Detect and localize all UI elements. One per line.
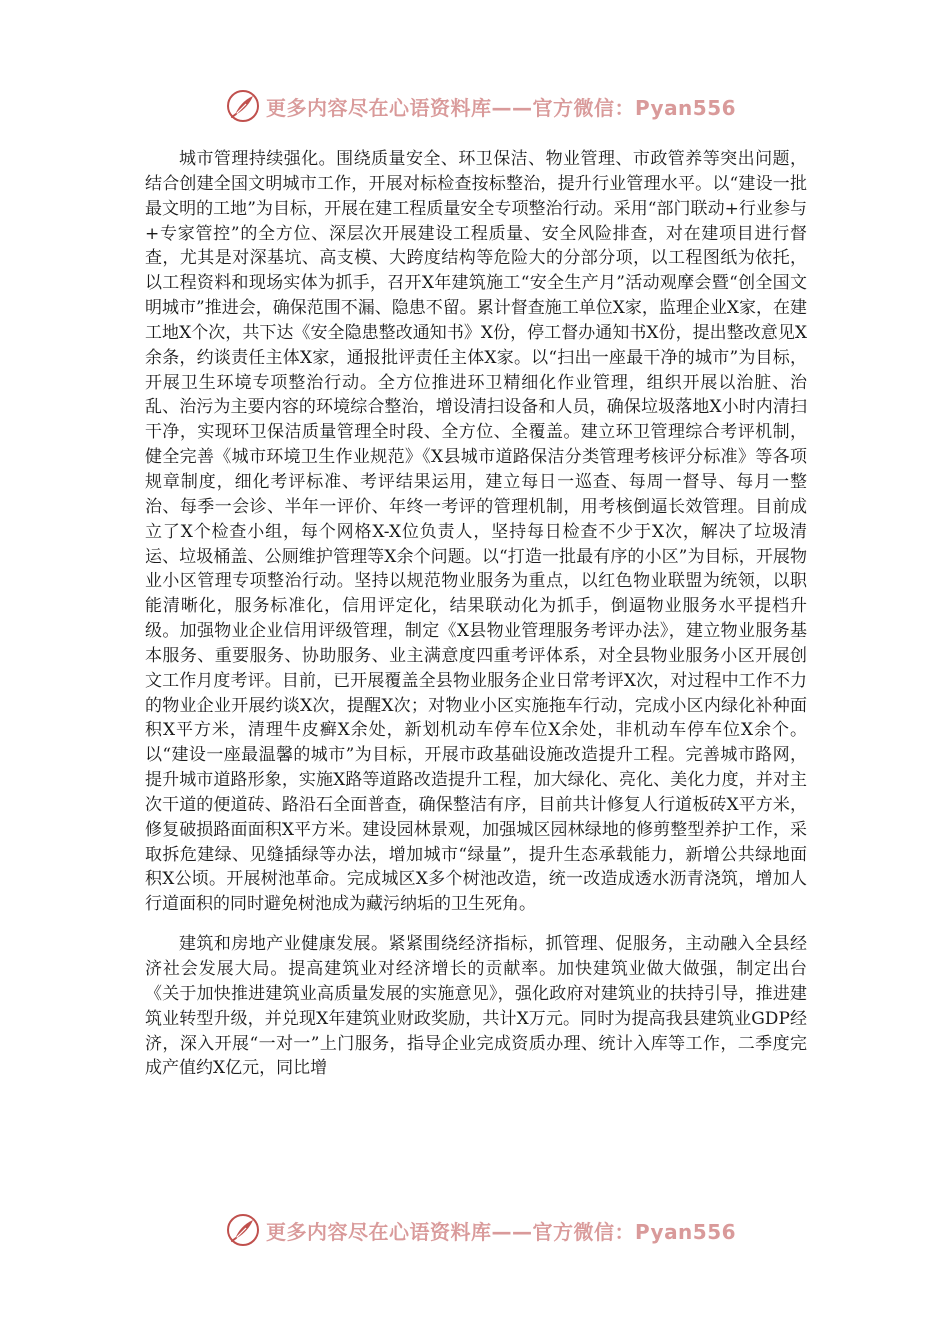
feather-pen-icon [226,1213,260,1247]
watermark-text: 更多内容尽在心语资料库——官方微信：Pyan556 [266,95,737,120]
footer-watermark [226,1213,746,1247]
header-watermark [226,89,746,123]
watermark-text: 更多内容尽在心语资料库——官方微信：Pyan556 [266,1219,737,1244]
feather-pen-icon [226,89,260,123]
paragraph-urban-management: 城市管理持续强化。围绕质量安全、环卫保洁、物业管理、市政管养等突出问题，结合创建全国文明城市工作，开展对标检查按标整治，提升行业管理水平。以“建设一批最文明的工地”为目标，开展在建工程质量安全专项整治行动。采用“部门联动+行业参与+专家管控”的全方位、深层次开展建设工程质量、安全风险排查，对在建项目进行督查，尤其是对深基坑、高支模、大跨度结构等危险大的分部分项，以工程图纸为依托，以工程资料和现场实体为抓手，召开X年建筑施工“安全生产月”活动观摩会暨“创全国文明城市”推进会，确保范围不漏、隐患不留。累计督查施工单位X家，监理企业X家，在建工地X个次，共下达《安全隐患整改通知书》X份，停工督办通知书X份，提出整改意见X余条，约谈责任主体X家，通报批评责任主体X家。以“扫出一座最干净的城市”为目标，开展卫生环境专项整治行动。全方位推进环卫精细化作业管理，组织开展以治脏、治乱、治污为主要内容的环境综合整治，增设清扫设备和人员，确保垃圾落地X小时内清扫干净，实现环卫保洁质量管理全时段、全方位、全覆盖。建立环卫管理综合考评机制，健全完善《城市环境卫生作业规范》《X县城市道路保洁分类管理考核评分标准》等各项规章制度，细化考评标准、考评结果运用，建立每日一巡查、每周一督导、每月一整治、每季一会诊、半年一评价、年终一考评的管理机制，用考核倒逼长效管理。目前成立了X个检查小组，每个网格X-X位负责人，坚持每日检查不少于X次，解决了垃圾清运、垃圾桶盖、公厕维护管理等X余个问题。以“打造一批最有序的小区”为目标，开展物业小区管理专项整治行动。坚持以规范物业服务为重点，以红色物业联盟为统领，以职能清晰化，服务标准化，信用评定化，结果联动化为抓手，倒逼物业服务水平提档升级。加强物业企业信用评级管理，制定《X县物业管理服务考评办法》，建立物业服务基本服务、重要服务、协助服务、业主满意度四重考评体系，对全县物业服务小区开展创文工作月度考评。目前，已开展覆盖全县物业服务企业日常考评X次，对过程中工作不力的物业企业开展约谈X次，提醒X次；对物业小区实施拖车行动，完成小区内绿化补种面积X平方米，清理牛皮癣X余处，新划机动车停车位X余处，非机动车停车位X余个。以“建设一座最温馨的城市”为目标，开展市政基础设施改造提升工程。完善城市路网，提升城市道路形象，实施X路等道路改造提升工程，加大绿化、亮化、美化力度，并对主次干道的便道砖、路沿石全面普查，确保整洁有序，目前共计修复人行道板砖X平方米，修复破损路面面积X平方米。建设园林景观，加强城区园林绿地的修剪整型养护工作，采取拆危建绿、见缝插绿等办法，增加城市“绿量”，提升生态承载能力，新增公共绿地面积X公顷。开展树池革命。完成城区X多个树池改造，统一改造成透水沥青浇筑，增加人行道面积的同时避免树池成为藏污纳垢的卫生死角。 [145,149,807,915]
document-body [145,147,807,1081]
paragraph-construction-real-estate: 建筑和房地产业健康发展。紧紧围绕经济指标，抓管理、促服务，主动融入全县经济社会发展大局。提高建筑业对经济增长的贡献率。加快建筑业做大做强，制定出台《关于加快推进建筑业高质量发展的实施意见》，强化政府对建筑业的扶持引导，推进建筑业转型升级，并兑现X年建筑业财政奖励，共计X万元。同时为提高我县建筑业GDP经济，深入开展“一对一”上门服务，指导企业完成资质办理、统计入库等工作，二季度完成产值约X亿元，同比增 [145,934,807,1079]
